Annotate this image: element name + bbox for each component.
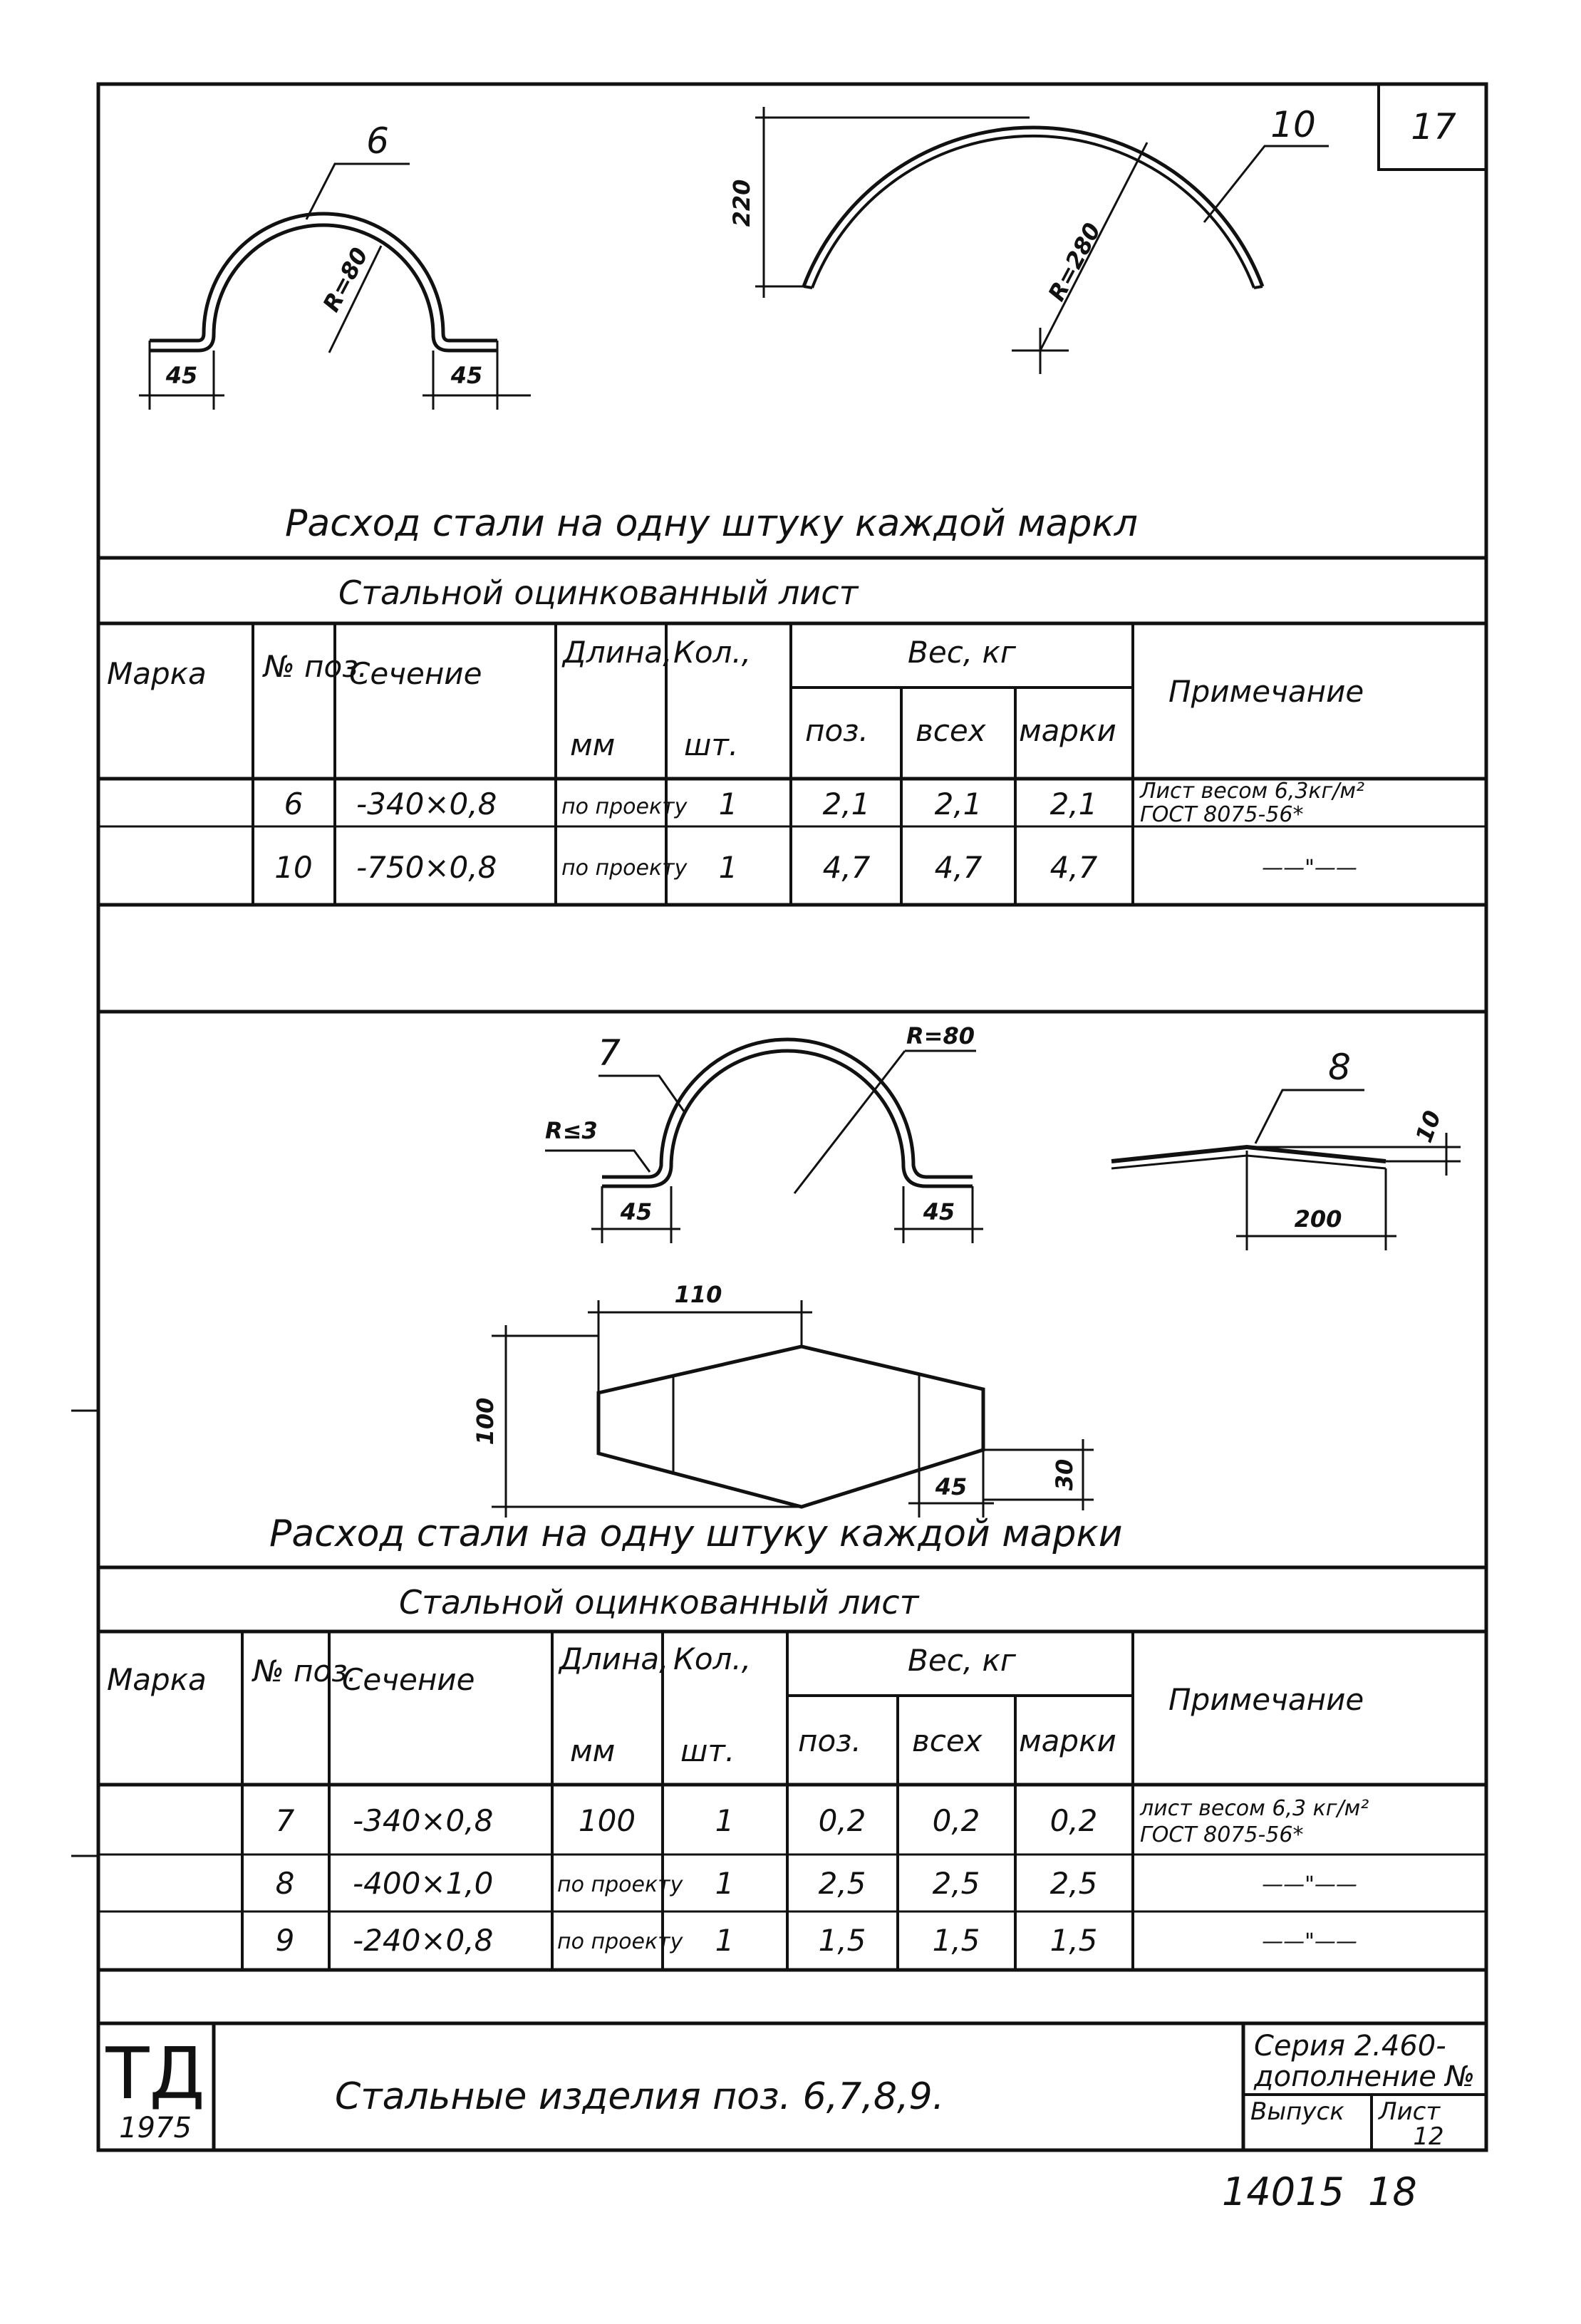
pos6-flange-right: 45 [450,362,483,389]
table1-r2-section: -750×0,8 [356,850,497,885]
table1-row [274,850,1357,885]
table2-h-section: Сечение [342,1662,475,1697]
table2-r1-wpos: 0,2 [818,1803,866,1838]
table2-h-mark: Марка [107,1662,207,1697]
pos10-height: 220 [728,179,755,227]
stamp-issue-label: Выпуск [1250,2097,1344,2126]
table2-r1-wall: 0,2 [932,1803,980,1838]
table2-h-pos: № поз. [253,1654,357,1688]
stamp-sheet-value: 12 [1413,2122,1444,2151]
table1-h-note: Примечание [1168,674,1364,709]
blank-drawing [492,1300,1094,1518]
pos7-fillet: R≤3 [545,1117,598,1144]
table1-material: Стальной оцинкованный лист [338,574,859,612]
table1-h-length: Длина, [563,635,673,670]
table2-h-length-unit: мм [570,1733,616,1768]
table1-h-qty: Кол., [673,635,752,670]
stamp-series: Серия 2.460- [1254,2030,1446,2063]
stamp-sheet-label: Лист [1379,2097,1441,2126]
table2-r3-wmark: 1,5 [1049,1923,1098,1958]
pos8-label: 8 [1328,1047,1351,1088]
stamp-year: 1975 [119,2112,192,2144]
table1-r1-length: по проекту [561,794,688,819]
pos6-flange-left: 45 [165,362,198,389]
table1-r1-qty: 1 [718,787,738,821]
table1-r1-wpos: 2,1 [822,787,871,821]
pos7-flange-right: 45 [923,1198,955,1225]
table2-r3-wall: 1,5 [932,1923,980,1958]
table1-h-wall: всех [916,713,986,748]
pos7-flange-left: 45 [620,1198,653,1225]
table2-r1-note2: ГОСТ 8075-56* [1140,1822,1304,1847]
table1-r2-note1: ——"—— [1262,856,1357,881]
table2-h-wmark: марки [1019,1723,1116,1758]
page-number: 18 [1368,2169,1417,2214]
pos7-radius: R=80 [906,1022,975,1049]
table2-material: Стальной оцинкованный лист [399,1583,919,1622]
pos10-radius: R=280 [1042,218,1106,306]
table2-r2-pos: 8 [275,1866,295,1901]
blank-step-dim: 45 [935,1473,968,1500]
table2-h-weight: Вес, кг [908,1643,1016,1678]
table1-r2-wall: 4,7 [934,850,983,885]
blank-top-dim: 110 [674,1281,722,1308]
table1-r2-qty: 1 [718,850,738,885]
table2-row [276,1796,1369,1847]
table2-h-length: Длина, [559,1641,669,1676]
pos10-drawing [755,107,1329,374]
table1-h-pos: № поз. [264,649,368,684]
table1-r1-note1: Лист весом 6,3кг/м² [1140,779,1365,804]
table2-r3-length: по проекту [557,1929,683,1954]
pos6-radius: R=80 [317,243,374,316]
sheet-number: 17 [1411,106,1456,147]
table2-row [276,1866,1357,1901]
table1-h-section: Сечение [349,656,482,691]
table2-h-note: Примечание [1168,1682,1364,1717]
table1-r1-wall: 2,1 [934,787,983,821]
table2-r2-wpos: 2,5 [818,1866,866,1901]
pos8-drawing [1111,1090,1461,1250]
table2-r2-note1: ——"—— [1262,1872,1357,1897]
table2-r3-qty: 1 [715,1923,735,1958]
table2-h-qty-unit: шт. [680,1733,735,1768]
table1-r1-section: -340×0,8 [356,787,497,821]
table2-r1-qty: 1 [715,1803,735,1838]
table2-r3-section: -240×0,8 [353,1923,494,1958]
table1-h-length-unit: мм [570,727,616,762]
table2-r2-wmark: 2,5 [1049,1866,1098,1901]
inventory-number: 14015 [1222,2169,1344,2214]
table1-r1-note2: ГОСТ 8075-56* [1140,802,1304,827]
table2-r1-wmark: 0,2 [1049,1803,1098,1838]
table1-h-mark: Марка [107,656,207,691]
table2-h-wpos: поз. [798,1723,861,1758]
table2-r1-length: 100 [578,1803,636,1838]
table2-h-qty: Кол., [673,1641,752,1676]
table1-row [284,779,1364,827]
pos8-rise: 10 [1410,1106,1447,1146]
table1-r2-pos: 10 [274,850,313,885]
td-logo: ТД [105,2032,205,2115]
stamp-supplement: дополнение № [1254,2060,1476,2093]
table2-r2-qty: 1 [715,1866,735,1901]
table1-h-qty-unit: шт. [684,727,739,762]
table2-r3-pos: 9 [275,1923,295,1958]
table1-r2-length: по проекту [561,856,688,881]
table2-r3-note1: ——"—— [1262,1929,1357,1954]
pos6-label: 6 [366,120,389,162]
table2-r1-note1: лист весом 6,3 кг/м² [1140,1796,1369,1821]
table2-r2-wall: 2,5 [932,1866,980,1901]
table1-h-weight: Вес, кг [908,635,1016,670]
table1-r1-pos: 6 [284,787,304,821]
table1-r2-wmark: 4,7 [1049,850,1098,885]
table2-r1-section: -340×0,8 [353,1803,494,1838]
table2-r3-wpos: 1,5 [818,1923,866,1958]
table1-title: Расход стали на одну штуку каждой маркл [285,502,1138,545]
table2-title: Расход стали на одну штуку каждой марки [269,1513,1123,1555]
pos7-label: 7 [598,1032,621,1074]
pos8-length: 200 [1294,1205,1342,1233]
drawing-title: Стальные изделия поз. 6,7,8,9. [335,2075,945,2118]
table1-r2-wpos: 4,7 [822,850,871,885]
table2-h-wall: всех [912,1723,983,1758]
blank-side-dim: 30 [1051,1458,1078,1491]
table1-r1-wmark: 2,1 [1049,787,1098,821]
table2-row [276,1923,1357,1958]
table2-grid [98,1567,1486,1970]
table2-r2-length: по проекту [557,1872,683,1897]
table1-h-wmark: марки [1019,713,1116,748]
blank-height-dim: 100 [472,1397,499,1446]
table2-r1-pos: 7 [275,1803,295,1838]
table1-h-wpos: поз. [805,713,869,748]
table2-r2-section: -400×1,0 [353,1866,494,1901]
pos10-label: 10 [1270,104,1316,145]
